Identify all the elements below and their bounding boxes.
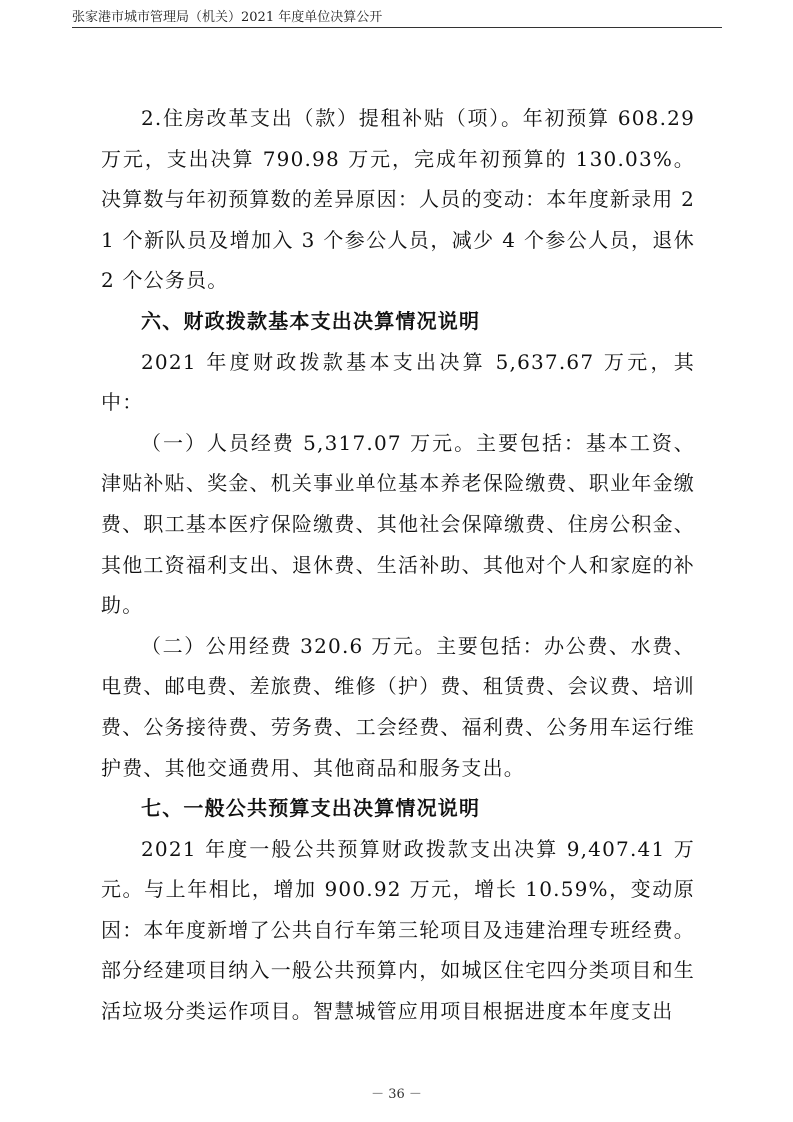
- page-footer: [0, 1083, 793, 1101]
- header-divider: [72, 27, 722, 28]
- section-heading-7: 七、一般公共预算支出决算情况说明: [141, 796, 481, 821]
- page-number: － 36 －: [371, 1087, 422, 1102]
- paragraph-housing-reform: 2.住房改革支出（款）提租补贴（项）。年初预算 608.29 万元，支出决算 790.98 万元，完成年初预算的 130.03%。决算数与年初预算数的差异原因：人员的变动：本年度新录用 21 个新队员及增加入 3 个参公人员，减少 4 个参公人员，退休 2 个公务员。: [101, 106, 695, 293]
- paragraph-public-expenses: （二）公用经费 320.6 万元。主要包括：办公费、水费、电费、邮电费、差旅费、维修（护）费、租赁费、会议费、培训费、公务接待费、劳务费、工会经费、福利费、公务用车运行维护费、其他交通费用、其他商品和服务支出。: [101, 633, 695, 780]
- paragraph-personnel-expenses: （一）人员经费 5,317.07 万元。主要包括：基本工资、津贴补贴、奖金、机关事业单位基本养老保险缴费、职业年金缴费、职工基本医疗保险缴费、其他社会保障缴费、住房公积金、其他工资福利支出、退休费、生活补助、其他对个人和家庭的补助。: [101, 430, 695, 618]
- page-header: [72, 6, 722, 26]
- header-title: 张家港市城市管理局（机关）2021 年度单位决算公开: [72, 10, 383, 25]
- document-body: [101, 98, 695, 1032]
- paragraph-general-budget: 2021 年度一般公共预算财政拨款支出决算 9,407.41 万元。与上年相比，增加 900.92 万元，增长 10.59%，变动原因：本年度新增了公共自行车第三轮项目及违建治理专班经费。部分经建项目纳入一般公共预算内，如城区住宅四分类项目和生活垃圾分类运作项目。智慧城管应用项目根据进度本年度支出: [101, 836, 695, 1024]
- paragraph-basic-expenditure-total: 2021 年度财政拨款基本支出决算 5,637.67 万元，其中：: [101, 349, 695, 415]
- section-heading-6: 六、财政拨款基本支出决算情况说明: [141, 308, 481, 333]
